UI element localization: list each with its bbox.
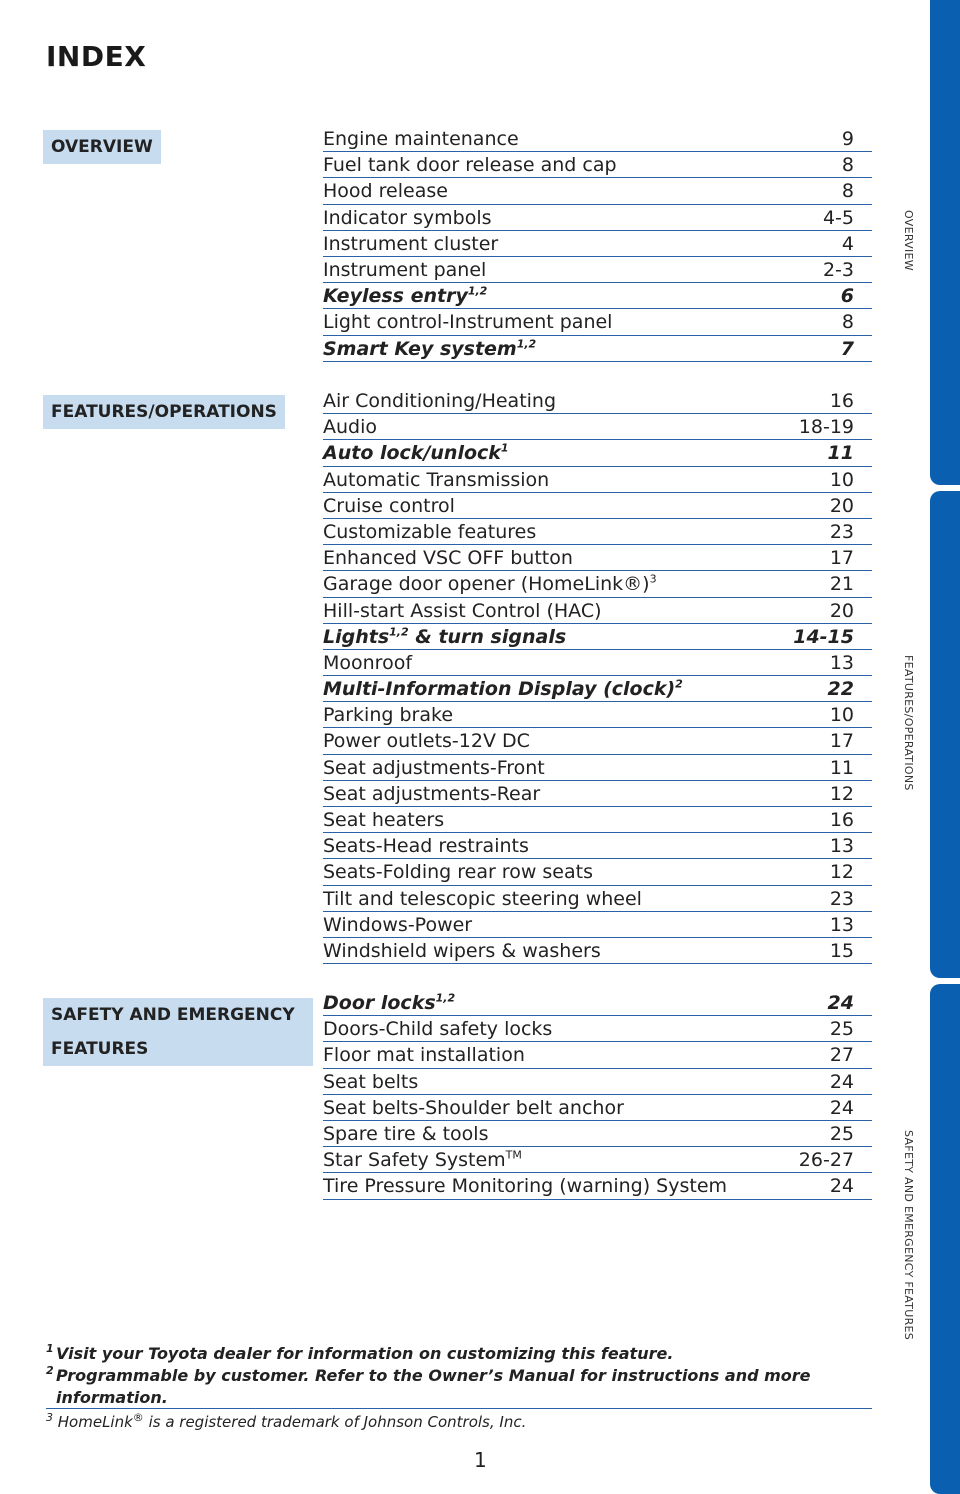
entry-page: 13 (829, 651, 854, 674)
entry-page: 18-19 (798, 416, 854, 439)
section-label-features: FEATURES/OPERATIONS (43, 395, 285, 429)
index-row[interactable] (323, 571, 872, 597)
index-row[interactable] (323, 414, 872, 440)
entry-label (323, 416, 377, 438)
entry-name: Seat adjustments-Front (323, 756, 545, 779)
entry-label (323, 861, 593, 883)
entry-page: 12 (829, 861, 854, 884)
index-row[interactable] (323, 1121, 872, 1147)
entry-label (323, 704, 453, 726)
index-row[interactable] (323, 781, 872, 807)
footnote-1: 1 Visit your Toyota dealer for information on customizing this feature. (46, 1342, 674, 1363)
entry-name: Lights (323, 625, 390, 648)
entry-label (323, 914, 472, 936)
entry-name: Multi-Information Display (clock) (323, 678, 676, 701)
entry-name: Cruise control (323, 494, 455, 517)
entry-page: 16 (829, 809, 854, 831)
entry-label (323, 600, 602, 622)
entry-page: 24 (829, 1096, 854, 1119)
entry-name: Seat belts-Shoulder belt anchor (323, 1096, 624, 1119)
entry-page: 17 (829, 547, 854, 570)
entry-name: Tilt and telescopic steering wheel (323, 887, 642, 910)
index-row[interactable] (323, 493, 872, 519)
entry-name: Windshield wipers & washers (323, 939, 601, 962)
entry-label (323, 1123, 488, 1145)
entry-page: 7 (840, 337, 854, 360)
entry-label (323, 626, 566, 648)
footnote-2: 2 Programmable by customer. Refer to the Owner’s Manual for instructions and more information. (46, 1364, 811, 1407)
entry-name: Parking brake (323, 704, 454, 727)
entry-label (323, 652, 412, 674)
index-row[interactable] (323, 938, 872, 964)
entry-page: 20 (829, 494, 854, 517)
entry-name: Light control-Instrument panel (323, 311, 613, 334)
section-label-safety-line1: SAFETY AND EMERGENCY (51, 1005, 295, 1025)
index-row[interactable] (323, 440, 872, 466)
entry-page: 25 (829, 1018, 854, 1041)
entry-label (323, 233, 498, 255)
entry-page: 4-5 (822, 206, 854, 229)
entry-page: 13 (829, 835, 854, 858)
entry-superscript: 2 (675, 677, 683, 691)
entry-name: Seats-Head restraints (323, 835, 529, 858)
entry-page: 17 (829, 730, 854, 753)
features-list (323, 388, 872, 964)
index-row[interactable] (323, 598, 872, 624)
entry-label (323, 1097, 624, 1119)
index-row[interactable] (323, 1095, 872, 1121)
entry-name: Fuel tank door release and cap (323, 154, 617, 177)
entry-name: Tire Pressure Monitoring (warning) System (323, 1175, 728, 1198)
entry-name: Garage door opener (HomeLink®) (323, 573, 650, 596)
entry-page: 8 (841, 311, 854, 334)
index-row[interactable] (323, 205, 872, 231)
entry-suffix: & turn signals (408, 625, 567, 648)
entry-name: Instrument panel (323, 258, 487, 281)
entry-page: 12 (829, 782, 854, 805)
entry-name: Hood release (323, 180, 448, 203)
entry-label (323, 1018, 552, 1040)
index-row[interactable] (323, 309, 872, 335)
footnote-3-reg: ® (132, 1411, 144, 1424)
safety-list (323, 990, 872, 1200)
index-row[interactable] (323, 545, 872, 571)
entry-label (323, 521, 536, 543)
page-number: 1 (474, 1448, 487, 1472)
entry-page: 8 (841, 180, 854, 203)
index-row[interactable] (323, 467, 872, 493)
entry-name: Doors-Child safety locks (323, 1018, 553, 1041)
footnote-divider (46, 1408, 872, 1409)
footnote-1-text: Visit your Toyota dealer for information on customizing this feature. (56, 1344, 674, 1363)
entry-label (323, 495, 455, 517)
index-row[interactable] (323, 231, 872, 257)
entry-label (323, 1149, 522, 1171)
entry-name: Air Conditioning/Heating (323, 390, 557, 412)
footnote-2-text: Programmable by customer. Refer to the Owner’s Manual for instructions and more information. (56, 1366, 811, 1407)
entry-name: Auto lock/unlock (323, 442, 501, 465)
entry-label (323, 757, 545, 779)
entry-label (323, 180, 448, 202)
entry-name: Windows-Power (323, 913, 473, 936)
tab-safety-emergency[interactable] (930, 984, 960, 1494)
entry-label (323, 442, 509, 464)
index-row[interactable] (323, 990, 872, 1016)
index-row[interactable] (323, 912, 872, 938)
entry-label (323, 547, 573, 569)
entry-name: Automatic Transmission (323, 468, 550, 491)
side-label-features: FEATURES/OPERATIONS (902, 655, 915, 791)
entry-name: Keyless entry (323, 285, 468, 308)
index-row[interactable] (323, 1069, 872, 1095)
entry-page: 20 (829, 599, 854, 622)
index-row[interactable] (323, 283, 872, 309)
entry-superscript: 3 (649, 572, 657, 586)
entry-name: Audio (323, 416, 378, 439)
entry-name: Seats-Folding rear row seats (323, 861, 593, 884)
entry-label (323, 154, 617, 176)
entry-name: Floor mat installation (323, 1044, 525, 1067)
index-row[interactable] (323, 755, 872, 781)
entry-name: Hill-start Assist Control (HAC) (323, 599, 602, 622)
page-title: INDEX (46, 40, 147, 73)
entry-page: 10 (829, 704, 854, 727)
entry-page: 24 (827, 992, 854, 1014)
index-row[interactable] (323, 336, 872, 362)
section-label-safety-line2: FEATURES (51, 1039, 149, 1059)
side-tabs (930, 0, 960, 1484)
index-row[interactable] (323, 702, 872, 728)
footnotes (46, 1343, 872, 1409)
tab-overview[interactable] (930, 0, 960, 485)
entry-name: Indicator symbols (323, 206, 492, 229)
entry-label (323, 469, 549, 491)
entry-name: Seat adjustments-Rear (323, 782, 541, 805)
entry-page: 11 (829, 756, 854, 779)
entry-name: Seat heaters (323, 809, 445, 831)
entry-page: 24 (829, 1070, 854, 1093)
footnote-3 (46, 1413, 526, 1431)
entry-superscript: 1,2 (389, 625, 409, 639)
entry-label (323, 809, 444, 831)
index-row[interactable] (323, 728, 872, 754)
entry-label (323, 1044, 525, 1066)
entry-label (323, 940, 601, 962)
entry-label (323, 888, 642, 910)
entry-page: 16 (829, 390, 854, 412)
entry-page: 4 (841, 232, 854, 255)
index-row[interactable] (323, 257, 872, 283)
entry-superscript: TM (505, 1148, 522, 1162)
overview-list (323, 126, 872, 362)
index-row[interactable] (323, 519, 872, 545)
footnote-3-text-b: is a registered trademark of Johnson Controls, Inc. (143, 1413, 527, 1431)
footnote-3-mark: 3 (46, 1411, 53, 1424)
entry-superscript: 1,2 (516, 337, 537, 351)
entry-label (323, 338, 536, 360)
index-row[interactable] (323, 886, 872, 912)
index-row[interactable] (323, 807, 872, 833)
entry-page: 23 (829, 887, 854, 910)
entry-page: 15 (829, 939, 854, 962)
entry-page: 9 (841, 128, 854, 150)
entry-label (323, 390, 556, 412)
index-row[interactable] (323, 1173, 872, 1199)
entry-label (323, 128, 519, 150)
entry-label (323, 835, 529, 857)
index-row[interactable] (323, 1042, 872, 1068)
index-row[interactable] (323, 650, 872, 676)
index-row[interactable] (323, 152, 872, 178)
entry-page: 23 (829, 520, 854, 543)
index-row[interactable] (323, 859, 872, 885)
index-row[interactable] (323, 126, 872, 152)
entry-label (323, 573, 657, 595)
entry-name: Smart Key system (323, 337, 517, 360)
entry-page: 21 (829, 573, 854, 596)
entry-page: 13 (829, 913, 854, 936)
entry-label (323, 285, 487, 307)
entry-page: 14-15 (793, 625, 854, 648)
entry-name: Enhanced VSC OFF button (323, 547, 573, 570)
index-row[interactable] (323, 178, 872, 204)
entry-page: 24 (829, 1175, 854, 1198)
entry-label (323, 992, 455, 1014)
entry-name: Power outlets-12V DC (323, 730, 530, 753)
entry-page: 25 (829, 1122, 854, 1145)
entry-page: 10 (829, 468, 854, 491)
index-row[interactable] (323, 1147, 872, 1173)
entry-name: Star Safety System (323, 1149, 506, 1172)
entry-label (323, 207, 492, 229)
tab-features-operations[interactable] (930, 491, 960, 978)
entry-label (323, 783, 540, 805)
entry-superscript: 1 (500, 442, 509, 456)
entry-name: Door locks (323, 992, 436, 1014)
side-label-overview: OVERVIEW (902, 210, 915, 271)
entry-label (323, 259, 486, 281)
index-row[interactable] (323, 624, 872, 650)
entry-page: 27 (829, 1044, 854, 1067)
section-label-safety (43, 998, 313, 1066)
entry-name: Spare tire & tools (323, 1122, 489, 1145)
entry-label (323, 1175, 727, 1197)
entry-superscript: 1,2 (435, 991, 456, 1005)
index-row[interactable] (323, 388, 872, 414)
entry-superscript: 1,2 (467, 284, 488, 298)
entry-label (323, 730, 530, 752)
entry-label (323, 678, 683, 700)
entry-label (323, 1071, 418, 1093)
entry-name: Instrument cluster (323, 232, 499, 255)
footnote-3-text-a: HomeLink (57, 1413, 133, 1431)
entry-label (323, 311, 612, 333)
index-row[interactable] (323, 676, 872, 702)
entry-page: 26-27 (798, 1149, 854, 1172)
entry-page: 11 (827, 442, 854, 465)
entry-name: Engine maintenance (323, 128, 519, 150)
index-row[interactable] (323, 1016, 872, 1042)
entry-page: 6 (840, 285, 854, 308)
entry-name: Seat belts (323, 1070, 419, 1093)
entry-name: Moonroof (323, 651, 413, 674)
entry-name: Customizable features (323, 520, 537, 543)
section-label-overview: OVERVIEW (43, 130, 161, 164)
entry-page: 22 (827, 678, 854, 701)
side-label-safety: SAFETY AND EMERGENCY FEATURES (902, 1130, 915, 1341)
entry-page: 2-3 (822, 258, 854, 281)
index-row[interactable] (323, 833, 872, 859)
entry-page: 8 (841, 154, 854, 177)
